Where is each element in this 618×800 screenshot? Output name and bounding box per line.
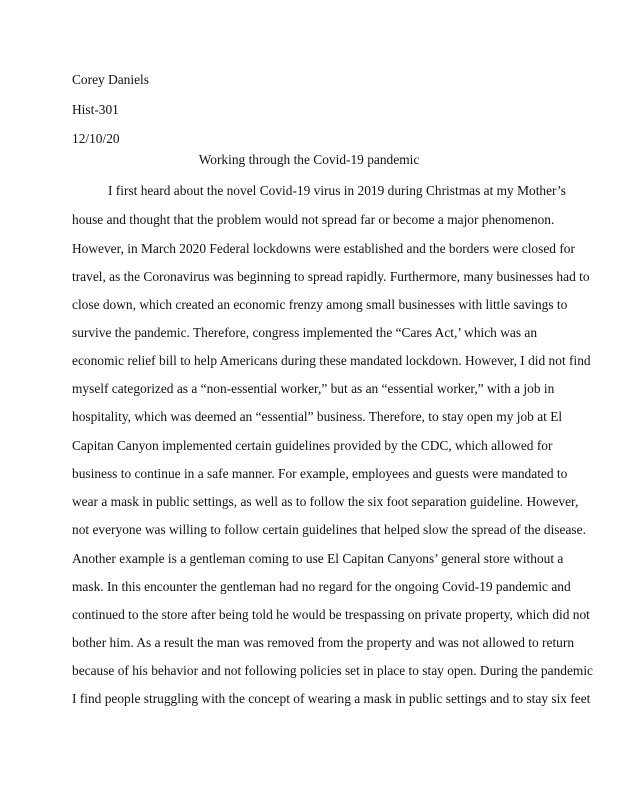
author-name: Corey Daniels xyxy=(72,72,149,87)
body-line: I find people struggling with the concept of wearing a mask in public settings and to stay six feet xyxy=(72,691,591,706)
body-line: However, in March 2020 Federal lockdowns were established and the borders were closed for xyxy=(72,241,575,256)
body-line: bother him. As a result the man was removed from the property and was not allowed to return xyxy=(72,635,575,650)
body-line: house and thought that the problem would not spread far or become a major phenomenon. xyxy=(72,212,555,227)
document-date: 12/10/20 xyxy=(72,131,120,146)
body-line: Another example is a gentleman coming to use El Capitan Canyons’ general store without a xyxy=(72,551,564,566)
body-line: survive the pandemic. Therefore, congress implemented the “Cares Act,’ which was an xyxy=(72,325,538,340)
body-line: Capitan Canyon implemented certain guidelines provided by the CDC, which allowed for xyxy=(72,438,553,453)
body-line: I first heard about the novel Covid-19 virus in 2019 during Christmas at my Mother’s xyxy=(108,183,566,198)
course-code: Hist-301 xyxy=(72,102,119,117)
body-line: economic relief bill to help Americans during these mandated lockdown. However, I did not find xyxy=(72,353,591,368)
body-line: wear a mask in public settings, as well as to follow the six foot separation guideline. However, xyxy=(72,494,579,509)
body-line: mask. In this encounter the gentleman had no regard for the ongoing Covid-19 pandemic and xyxy=(72,579,571,594)
body-line: because of his behavior and not following policies set in place to stay open. During the pandemic xyxy=(72,663,593,678)
body-line: travel, as the Coronavirus was beginning to spread rapidly. Furthermore, many businesses had to xyxy=(72,269,590,284)
body-line: close down, which created an economic frenzy among small businesses with little savings to xyxy=(72,297,568,312)
essay-title: Working through the Covid-19 pandemic xyxy=(198,152,420,167)
body-line: continued to the store after being told he would be trespassing on private property, which did not xyxy=(72,607,590,622)
body-line: not everyone was willing to follow certain guidelines that helped slow the spread of the disease. xyxy=(72,522,586,537)
body-line: hospitality, which was deemed an “essential” business. Therefore, to stay open my job at El xyxy=(72,409,563,424)
body-line: business to continue in a safe manner. For example, employees and guests were mandated to xyxy=(72,466,568,481)
body-line: myself categorized as a “non-essential worker,” but as an “essential worker,” with a job in xyxy=(72,381,555,396)
